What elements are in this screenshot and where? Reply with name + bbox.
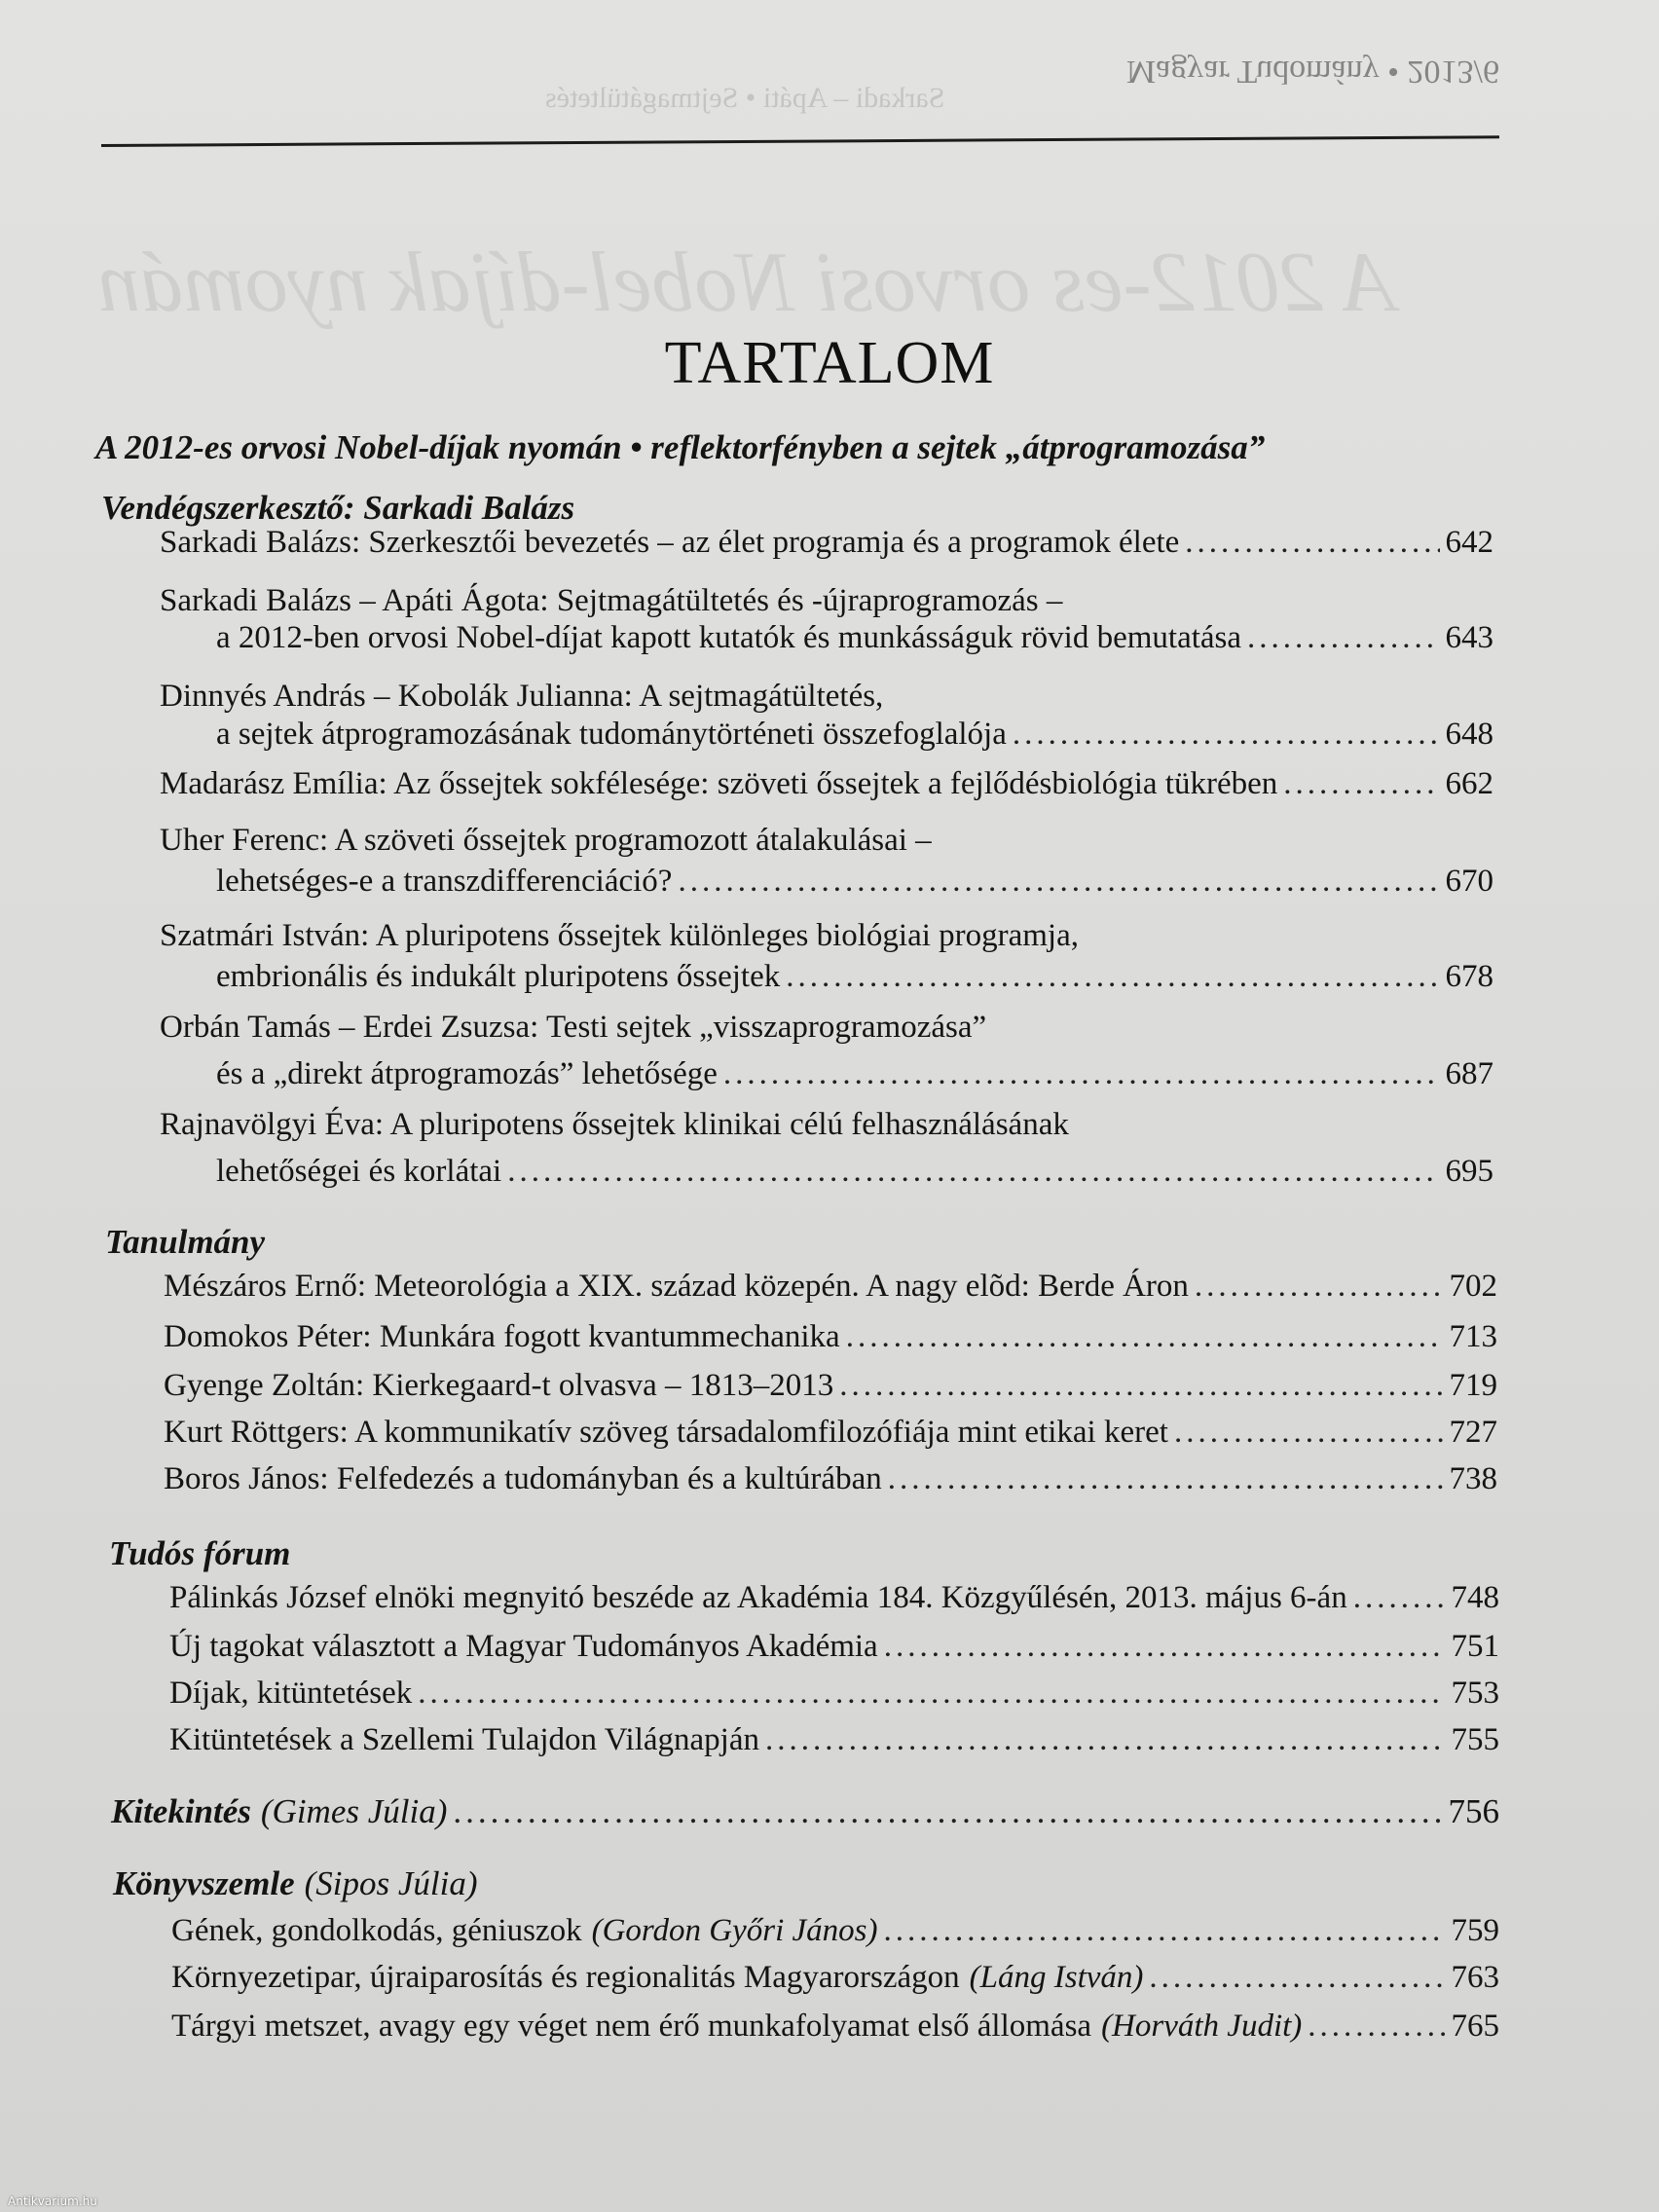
page-number: 670 [1445,864,1493,899]
entry-title: Sarkadi Balázs: Szerkesztői bevezetés – az élet programja és a programok élete [160,525,1180,560]
page-number: 751 [1451,1629,1499,1664]
toc-entry-line[interactable] [160,1007,1493,1048]
page-number: 702 [1449,1269,1497,1304]
leader-dots [1308,2006,1445,2046]
page-number: 662 [1445,766,1493,801]
toc-entry[interactable] [216,714,1493,755]
toc-entry[interactable] [216,617,1493,658]
toc-entry-line[interactable] [160,1104,1493,1145]
entry-title: Kitüntetések a Szellemi Tulajdon Világnapján [169,1722,759,1757]
toc-entry[interactable] [164,1412,1497,1453]
page-number: 713 [1449,1319,1497,1354]
entry-title: Orbán Tamás – Erdei Zsuzsa: Testi sejtek „visszaprogramozása” [160,1010,987,1045]
toc-entry[interactable] [171,1957,1499,1998]
page-number: 643 [1445,620,1493,655]
leader-dots [846,1316,1444,1357]
section-heading: Tanulmány [105,1223,266,1261]
entry-title-cont: és a „direkt átprogramozás” lehetősége [216,1056,718,1091]
toc-entry[interactable] [160,522,1493,563]
toc-entry[interactable] [160,763,1493,804]
entry-title-cont: a sejtek átprogramozásának tudománytörténeti összefoglalója [216,717,1007,752]
leader-dots [786,956,1439,997]
section-heading: Tudós fórum [109,1534,291,1572]
entry-title: Madarász Emília: Az őssejtek sokfélesége: szöveti őssejtek a fejlődésbiológia tükrében [160,766,1278,801]
leader-dots [1353,1577,1446,1618]
page-title: TARTALOM [664,330,995,396]
toc-entry[interactable] [164,1458,1497,1499]
section-subheading: Vendégszerkesztő: Sarkadi Balázs [101,489,575,527]
entry-title: Domokos Péter: Munkára fogott kvantummechanika [164,1319,840,1354]
section-heading: A 2012-es orvosi Nobel-díjak nyomán • reflektorfényben a sejtek „átprogramozása” [95,428,1266,466]
toc-entry-line[interactable] [160,676,1493,717]
entry-title-cont: lehetőségei és korlátai [216,1154,502,1189]
entry-title: Új tagokat választott a Magyar Tudományos Akadémia [169,1629,878,1664]
entry-title: Boros János: Felfedezés a tudományban és a kultúrában [164,1461,882,1496]
toc-entry[interactable] [164,1365,1497,1406]
page-number: 763 [1451,1960,1499,1995]
toc-entry[interactable] [164,1316,1497,1357]
running-head: Magyar Tudomány • 2013/6 [1125,54,1499,90]
entry-title: Gyenge Zoltán: Kierkegaard-t olvasva – 1813–2013 [164,1368,834,1403]
leader-dots [723,1053,1440,1094]
leader-dots [1149,1957,1445,1998]
leader-dots [1283,763,1439,804]
entry-author: (Horváth Judit) [1101,2009,1303,2044]
entry-title-cont: a 2012-ben orvosi Nobel-díjat kapott kutatók és munkásságuk rövid bemutatása [216,620,1242,655]
toc-entry[interactable] [216,1053,1493,1094]
page-number: 756 [1448,1792,1499,1830]
leader-dots [678,861,1439,902]
page-number: 748 [1451,1580,1499,1615]
page-number: 727 [1449,1415,1497,1450]
toc-entry-line[interactable] [160,580,1493,621]
entry-title: Kurt Röttgers: A kommunikatív szöveg társadalomfilozófiája mint etikai keret [164,1415,1168,1450]
page-number: 642 [1445,525,1493,560]
entry-title: Mészáros Ernő: Meteorológia a XIX. század közepén. A nagy elõd: Berde Áron [164,1269,1189,1304]
leader-dots [507,1151,1439,1192]
page-number: 648 [1445,717,1493,752]
entry-author: (Gordon Győri János) [591,1913,878,1948]
toc-entry[interactable] [171,1910,1499,1951]
section-heading: Könyvszemle [113,1864,295,1902]
page-number: 738 [1449,1461,1497,1496]
leader-dots [1195,1266,1444,1307]
entry-title-cont: lehetséges-e a transzdifferenciáció? [216,864,673,899]
toc-entry[interactable] [169,1673,1499,1714]
page-number: 719 [1449,1368,1497,1403]
leader-dots [765,1719,1446,1760]
leader-dots [839,1365,1443,1406]
section-heading: Kitekintés [111,1792,251,1830]
entry-author: (Láng István) [969,1960,1144,1995]
entry-title: Gének, gondolkodás, géniuszok [171,1913,582,1948]
page-number: 759 [1451,1913,1499,1948]
toc-entry[interactable] [171,2006,1499,2046]
section-heading-row [113,1863,1087,1904]
entry-title: Pálinkás József elnöki megnyitó beszéde az Akadémia 184. Közgyűlésén, 2013. május 6-án [169,1580,1347,1615]
toc-entry-line[interactable] [160,820,1493,861]
entry-title: Sarkadi Balázs – Apáti Ágota: Sejtmagátültetés és -újraprogramozás – [160,583,1063,618]
toc-entry[interactable] [169,1719,1499,1760]
leader-dots [1013,714,1440,755]
page-number: 678 [1445,959,1493,994]
entry-title-cont: embrionális és indukált pluripotens őssejtek [216,959,781,994]
section-heading-note: (Sipos Júlia) [304,1864,478,1902]
page-number: 687 [1445,1056,1493,1091]
show-through-title: A 2012-es orvosi Nobel-díjak nyomán [97,236,1395,330]
toc-entry[interactable] [111,1791,1499,1832]
page-number: 695 [1445,1154,1493,1189]
toc-entry[interactable] [216,956,1493,997]
leader-dots [884,1626,1446,1667]
leader-dots [884,1910,1446,1951]
leader-dots [1247,617,1439,658]
toc-entry[interactable] [216,1151,1493,1192]
entry-title: Uher Ferenc: A szöveti őssejtek programozott átalakulásai – [160,823,932,858]
toc-entry[interactable] [169,1626,1499,1667]
watermark: Antikvarium.hu [8,2194,97,2208]
leader-dots [418,1673,1445,1714]
entry-title: Környezetipar, újraiparosítás és regionalitás Magyarországon [171,1960,960,1995]
toc-entry[interactable] [169,1577,1499,1618]
entry-title: Dinnyés András – Kobolák Julianna: A sejtmagátültetés, [160,679,884,714]
toc-entry[interactable] [216,861,1493,902]
page-number: 755 [1451,1722,1499,1757]
entry-title: Tárgyi metszet, avagy egy véget nem érő munkafolyamat első állomása [171,2009,1092,2044]
toc-entry-line[interactable] [160,915,1493,956]
toc-entry[interactable] [164,1266,1497,1307]
page-number: 753 [1451,1676,1499,1711]
leader-dots [1174,1412,1444,1453]
leader-dots [453,1791,1442,1832]
entry-title: Szatmári István: A pluripotens őssejtek különleges biológiai programja, [160,918,1079,953]
page-number: 765 [1451,2009,1499,2044]
leader-dots [1185,522,1439,563]
entry-title: Díjak, kitüntetések [169,1676,413,1711]
entry-title: Rajnavölgyi Éva: A pluripotens őssejtek klinikai célú felhasználásának [160,1107,1069,1142]
section-heading-note: (Gimes Júlia) [260,1792,448,1830]
leader-dots [888,1458,1444,1499]
show-through-text: Sarkadi – Apáti • Sejtmagátültetés [545,82,945,114]
